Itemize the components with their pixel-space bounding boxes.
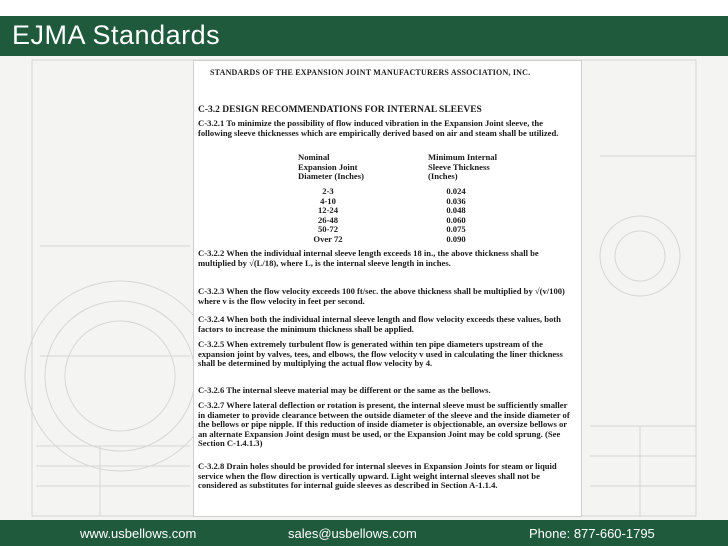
paragraph-c-3-2-7: C-3.2.7 Where lateral deflection or rotation is present, the internal sleeve must be sufficiently smaller in diameter to provide clearance between the outside diameter of the sleeve and the inside diameter of the bellows or pipe nipple. If this reduction of inside diameter is objectionable, an oversize bellows or an alternate Expansion Joint design must be used, or the Expansion Joint may be cold sprung. (See Section C-1.4.1.3)	[198, 400, 570, 449]
slide-footer	[0, 520, 728, 546]
phone-number: Phone: 877-660-1795	[529, 526, 655, 541]
table-cell: 0.024	[446, 186, 466, 196]
website-link[interactable]: www.usbellows.com	[80, 526, 197, 541]
section-title: C-3.2 DESIGN RECOMMENDATIONS FOR INTERNAL SLEEVES	[198, 105, 482, 115]
table-cell: 0.060	[446, 214, 466, 225]
paragraph-c-3-2-2: C-3.2.2 When the individual internal sleeve length exceeds 18 in., the above thickness shall be multiplied by √(L/18), where L, is the internal sleeve length in inches.	[198, 248, 539, 268]
document-header: STANDARDS OF THE EXPANSION JOINT MANUFACTURERS ASSOCIATION, INC.	[210, 68, 531, 77]
table-cell: 26-48	[317, 214, 339, 225]
table-col1-header: Nominal Expansion Joint Diameter (Inches)	[298, 152, 364, 182]
paragraph-c-3-2-6: C-3.2.6 The internal sleeve material may be different or the same as the bellows.	[198, 385, 491, 395]
table-thickness-column	[432, 187, 480, 244]
email-link[interactable]: sales@usbellows.com	[288, 526, 417, 541]
slide-header	[0, 16, 728, 56]
table-cell: 2-3	[322, 186, 334, 196]
table-cell: 0.036	[446, 195, 466, 206]
table-cell: 50-72	[317, 224, 339, 234]
table-cell: 0.048	[446, 205, 466, 215]
paragraph-intro: C-3.2.1 To minimize the possibility of flow induced vibration in the Expansion Joint sleeve, the following sleeve thicknesses which are empirically derived based on air and steam shall be utilized.	[198, 118, 559, 138]
table-cell: 0.075	[446, 224, 466, 234]
slide-title: EJMA Standards	[12, 20, 221, 50]
table-cell: 12-24	[317, 205, 339, 215]
table-cell: 0.090	[446, 233, 466, 244]
ejma-document-page	[193, 60, 582, 517]
table-col2-header: Minimum Internal Sleeve Thickness (Inches)	[428, 152, 497, 182]
table-cell: 4-10	[320, 195, 336, 206]
paragraph-c-3-2-5: C-3.2.5 When extremely turbulent flow is generated within ten pipe diameters upstream of the expansion joint by valves, tees, and elbows, the flow velocity v used in calculating the liner thickness shall be determined by multiplying the actual flow velocity by 4.	[198, 339, 563, 369]
paragraph-c-3-2-3: C-3.2.3 When the flow velocity exceeds 100 ft/sec. the above thickness shall be multiplied by √(v/100) where v is the flow velocity in feet per second.	[198, 286, 565, 306]
table-diameter-column	[298, 187, 358, 244]
table-cell: Over 72	[313, 233, 343, 244]
paragraph-c-3-2-8: C-3.2.8 Drain holes should be provided for internal sleeves in Expansion Joints for steam or liquid service when the flow direction is vertically upward. Light weight internal sleeves shall not be considered as substitutes for internal guide sleeves as described in Section A-1.1.4.	[198, 461, 557, 491]
paragraph-c-3-2-4: C-3.2.4 When both the individual internal sleeve length and flow velocity exceeds these values, both factors to increase the minimum thickness shall be applied.	[198, 314, 561, 334]
